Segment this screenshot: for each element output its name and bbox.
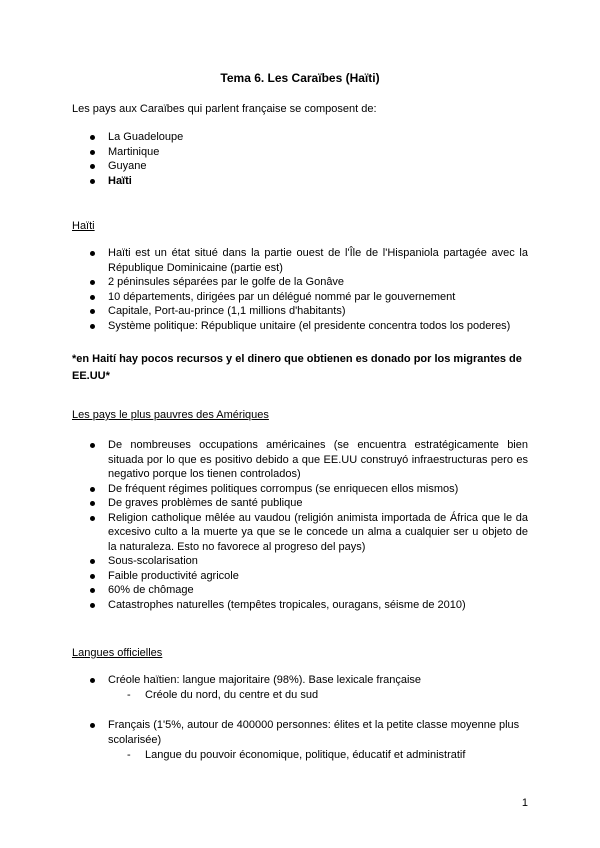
list-item: Système politique: République unitaire (el presidente concentra todos los poderes) — [90, 319, 528, 334]
page-number: 1 — [521, 797, 528, 809]
list-item: Haïti est un état situé dans la partie ouest de l'Île de l'Hispaniola partagée avec la République Dominicaine (partie est) — [90, 246, 528, 275]
dash-marker: - — [127, 689, 131, 701]
countries-list — [90, 130, 510, 188]
list-item: 10 départements, dirigées par un délégué nommé par le gouvernement — [90, 290, 528, 305]
list-item: 60% de chômage — [90, 583, 528, 598]
list-item: De nombreuses occupations américaines (se encuentra estratégicamente bien situada por lo que es positivo debido a que EE.UU construyó infraestructuras pero es negativo porque los tienen controlados) — [90, 438, 528, 482]
section-heading-haiti: Haïti — [72, 220, 95, 232]
list-item: Créole haïtien: langue majoritaire (98%). Base lexicale française — [90, 673, 528, 688]
sub-item-french — [127, 748, 465, 763]
section-heading-languages: Langues officielles — [72, 647, 163, 659]
sub-item-creole — [127, 688, 318, 703]
intro-paragraph: Les pays aux Caraïbes qui parlent française se composent de: — [72, 103, 377, 115]
list-item: Sous-scolarisation — [90, 554, 528, 569]
list-item: Capitale, Port-au-prince (1,1 millions d'habitants) — [90, 304, 528, 319]
languages-list-creole — [90, 673, 528, 688]
sub-item-text: Créole du nord, du centre et du sud — [145, 689, 319, 701]
list-item: Haïti — [90, 174, 510, 189]
section-heading-poverty: Les pays le plus pauvres des Amériques — [72, 409, 269, 421]
list-item: La Guadeloupe — [90, 130, 510, 145]
list-item: Faible productivité agricole — [90, 569, 528, 584]
list-item: Martinique — [90, 145, 510, 160]
haiti-list — [90, 246, 528, 333]
list-item: 2 péninsules séparées par le golfe de la Gonâve — [90, 275, 528, 290]
sub-item-text: Langue du pouvoir économique, politique, éducatif et administratif — [145, 749, 466, 761]
list-item: Religion catholique mêlée au vaudou (religión animista importada de África que le da excesivo culto a la muerte ya que se le concede un alma a cualquier ser u objeto de la naturaleza. Esto no favorece al progreso del pays) — [90, 511, 528, 555]
list-item: Français (1'5%, autour de 400000 personnes: élites et la petite classe moyenne plus scolarisée) — [90, 718, 528, 747]
poverty-list — [90, 438, 528, 612]
list-item: Catastrophes naturelles (tempêtes tropicales, ouragans, séisme de 2010) — [90, 598, 528, 613]
languages-list-french — [90, 718, 528, 747]
haiti-note: *en Haití hay pocos recursos y el dinero que obtienen es donado por los migrantes de EE.UU* — [72, 353, 522, 382]
list-item: De fréquent régimes politiques corrompus (se enriquecen ellos mismos) — [90, 482, 528, 497]
page-title: Tema 6. Les Caraïbes (Haïti) — [220, 71, 380, 85]
list-item: Guyane — [90, 159, 510, 174]
list-item: De graves problèmes de santé publique — [90, 496, 528, 511]
dash-marker: - — [127, 749, 131, 761]
